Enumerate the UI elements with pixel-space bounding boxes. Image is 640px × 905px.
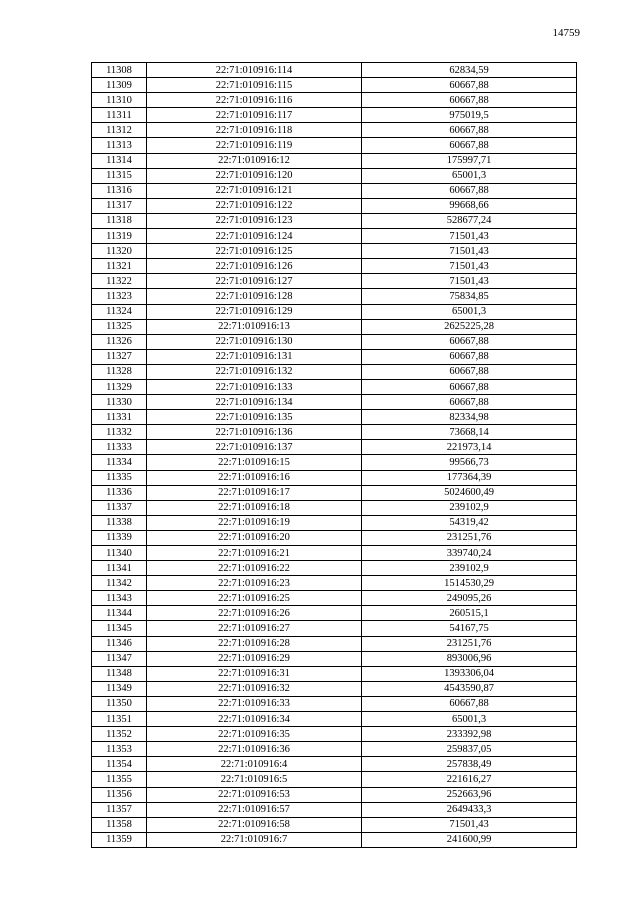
row-number-cell: 11333: [92, 440, 147, 455]
row-number-cell: 11350: [92, 696, 147, 711]
table-row: [92, 229, 577, 244]
cadastral-number-cell: 22:71:010916:15: [147, 455, 362, 470]
value-cell: 2625225,28: [362, 319, 577, 334]
cadastral-number-cell: 22:71:010916:22: [147, 561, 362, 576]
cadastral-number-cell: 22:71:010916:4: [147, 757, 362, 772]
table-row: [92, 727, 577, 742]
cadastral-number-cell: 22:71:010916:31: [147, 666, 362, 681]
table-row: [92, 93, 577, 108]
cadastral-number-cell: 22:71:010916:7: [147, 832, 362, 847]
table-row: [92, 274, 577, 289]
cadastral-number-cell: 22:71:010916:132: [147, 364, 362, 379]
table-row: [92, 153, 577, 168]
row-number-cell: 11345: [92, 621, 147, 636]
table-row: [92, 817, 577, 832]
cadastral-number-cell: 22:71:010916:137: [147, 440, 362, 455]
cadastral-number-cell: 22:71:010916:125: [147, 244, 362, 259]
cadastral-number-cell: 22:71:010916:34: [147, 712, 362, 727]
cadastral-number-cell: 22:71:010916:18: [147, 500, 362, 515]
table-row: [92, 304, 577, 319]
cadastral-number-cell: 22:71:010916:134: [147, 395, 362, 410]
table-row: [92, 651, 577, 666]
row-number-cell: 11332: [92, 425, 147, 440]
table-row: [92, 772, 577, 787]
value-cell: 259837,05: [362, 742, 577, 757]
table-row: [92, 742, 577, 757]
table-row: [92, 63, 577, 78]
row-number-cell: 11318: [92, 213, 147, 228]
row-number-cell: 11336: [92, 485, 147, 500]
value-cell: 54319,42: [362, 515, 577, 530]
cadastral-number-cell: 22:71:010916:129: [147, 304, 362, 319]
table-row: [92, 168, 577, 183]
cadastral-number-cell: 22:71:010916:133: [147, 379, 362, 394]
value-cell: 5024600,49: [362, 485, 577, 500]
value-cell: 60667,88: [362, 364, 577, 379]
cadastral-number-cell: 22:71:010916:58: [147, 817, 362, 832]
table-row: [92, 78, 577, 93]
table-row: [92, 213, 577, 228]
value-cell: 1393306,04: [362, 666, 577, 681]
cadastral-number-cell: 22:71:010916:126: [147, 259, 362, 274]
row-number-cell: 11328: [92, 364, 147, 379]
table-row: [92, 757, 577, 772]
value-cell: 65001,3: [362, 168, 577, 183]
cadastral-number-cell: 22:71:010916:57: [147, 802, 362, 817]
cadastral-number-cell: 22:71:010916:114: [147, 63, 362, 78]
table-row: [92, 244, 577, 259]
table-row: [92, 259, 577, 274]
table-row: [92, 696, 577, 711]
table-row: [92, 621, 577, 636]
table-row: [92, 485, 577, 500]
cadastral-number-cell: 22:71:010916:117: [147, 108, 362, 123]
table-row: [92, 802, 577, 817]
cadastral-number-cell: 22:71:010916:120: [147, 168, 362, 183]
value-cell: 60667,88: [362, 349, 577, 364]
value-cell: 71501,43: [362, 229, 577, 244]
value-cell: 71501,43: [362, 259, 577, 274]
table-row: [92, 123, 577, 138]
row-number-cell: 11314: [92, 153, 147, 168]
cadastral-number-cell: 22:71:010916:19: [147, 515, 362, 530]
cadastral-number-cell: 22:71:010916:29: [147, 651, 362, 666]
cadastral-number-cell: 22:71:010916:136: [147, 425, 362, 440]
row-number-cell: 11358: [92, 817, 147, 832]
cadastral-number-cell: 22:71:010916:20: [147, 530, 362, 545]
row-number-cell: 11312: [92, 123, 147, 138]
table-row: [92, 606, 577, 621]
cadastral-number-cell: 22:71:010916:130: [147, 334, 362, 349]
row-number-cell: 11322: [92, 274, 147, 289]
cadastral-number-cell: 22:71:010916:25: [147, 591, 362, 606]
table-row: [92, 138, 577, 153]
value-cell: 60667,88: [362, 334, 577, 349]
cadastral-number-cell: 22:71:010916:115: [147, 78, 362, 93]
row-number-cell: 11359: [92, 832, 147, 847]
table-row: [92, 515, 577, 530]
row-number-cell: 11335: [92, 470, 147, 485]
value-cell: 60667,88: [362, 138, 577, 153]
table-row: [92, 666, 577, 681]
row-number-cell: 11334: [92, 455, 147, 470]
row-number-cell: 11316: [92, 183, 147, 198]
cadastral-number-cell: 22:71:010916:27: [147, 621, 362, 636]
cadastral-number-cell: 22:71:010916:28: [147, 636, 362, 651]
value-cell: 249095,26: [362, 591, 577, 606]
value-cell: 221973,14: [362, 440, 577, 455]
cadastral-number-cell: 22:71:010916:123: [147, 213, 362, 228]
table-row: [92, 319, 577, 334]
table-row: [92, 681, 577, 696]
value-cell: 2649433,3: [362, 802, 577, 817]
row-number-cell: 11355: [92, 772, 147, 787]
row-number-cell: 11353: [92, 742, 147, 757]
value-cell: 260515,1: [362, 606, 577, 621]
row-number-cell: 11339: [92, 530, 147, 545]
table-row: [92, 455, 577, 470]
row-number-cell: 11348: [92, 666, 147, 681]
table-row: [92, 576, 577, 591]
table-row: [92, 198, 577, 213]
value-cell: 339740,24: [362, 546, 577, 561]
cadastral-number-cell: 22:71:010916:5: [147, 772, 362, 787]
row-number-cell: 11331: [92, 410, 147, 425]
value-cell: 241600,99: [362, 832, 577, 847]
value-cell: 99668,66: [362, 198, 577, 213]
row-number-cell: 11319: [92, 229, 147, 244]
cadastral-number-cell: 22:71:010916:121: [147, 183, 362, 198]
value-cell: 75834,85: [362, 289, 577, 304]
table-row: [92, 440, 577, 455]
row-number-cell: 11321: [92, 259, 147, 274]
row-number-cell: 11330: [92, 395, 147, 410]
table-row: [92, 546, 577, 561]
value-cell: 60667,88: [362, 379, 577, 394]
value-cell: 893006,96: [362, 651, 577, 666]
table-row: [92, 425, 577, 440]
table-row: [92, 470, 577, 485]
value-cell: 252663,96: [362, 787, 577, 802]
cadastral-number-cell: 22:71:010916:131: [147, 349, 362, 364]
row-number-cell: 11315: [92, 168, 147, 183]
row-number-cell: 11325: [92, 319, 147, 334]
value-cell: 975019,5: [362, 108, 577, 123]
row-number-cell: 11309: [92, 78, 147, 93]
cadastral-number-cell: 22:71:010916:122: [147, 198, 362, 213]
cadastral-number-cell: 22:71:010916:32: [147, 681, 362, 696]
table-row: [92, 530, 577, 545]
row-number-cell: 11308: [92, 63, 147, 78]
value-cell: 60667,88: [362, 93, 577, 108]
cadastral-number-cell: 22:71:010916:124: [147, 229, 362, 244]
cadastral-number-cell: 22:71:010916:26: [147, 606, 362, 621]
cadastral-number-cell: 22:71:010916:12: [147, 153, 362, 168]
cadastral-number-cell: 22:71:010916:23: [147, 576, 362, 591]
table-row: [92, 787, 577, 802]
cadastral-number-cell: 22:71:010916:127: [147, 274, 362, 289]
cadastral-number-cell: 22:71:010916:13: [147, 319, 362, 334]
row-number-cell: 11344: [92, 606, 147, 621]
row-number-cell: 11320: [92, 244, 147, 259]
table-row: [92, 712, 577, 727]
row-number-cell: 11346: [92, 636, 147, 651]
table-row: [92, 591, 577, 606]
row-number-cell: 11329: [92, 379, 147, 394]
row-number-cell: 11324: [92, 304, 147, 319]
cadastral-number-cell: 22:71:010916:21: [147, 546, 362, 561]
table-row: [92, 636, 577, 651]
value-cell: 257838,49: [362, 757, 577, 772]
row-number-cell: 11338: [92, 515, 147, 530]
value-cell: 65001,3: [362, 304, 577, 319]
table-row: [92, 500, 577, 515]
row-number-cell: 11323: [92, 289, 147, 304]
table-row: [92, 379, 577, 394]
table-row: [92, 183, 577, 198]
row-number-cell: 11357: [92, 802, 147, 817]
value-cell: 239102,9: [362, 500, 577, 515]
table-row: [92, 410, 577, 425]
row-number-cell: 11310: [92, 93, 147, 108]
row-number-cell: 11342: [92, 576, 147, 591]
row-number-cell: 11347: [92, 651, 147, 666]
table-row: [92, 364, 577, 379]
table-row: [92, 334, 577, 349]
table-row: [92, 349, 577, 364]
value-cell: 99566,73: [362, 455, 577, 470]
value-cell: 233392,98: [362, 727, 577, 742]
value-cell: 60667,88: [362, 395, 577, 410]
table-row: [92, 289, 577, 304]
value-cell: 60667,88: [362, 123, 577, 138]
value-cell: 528677,24: [362, 213, 577, 228]
row-number-cell: 11311: [92, 108, 147, 123]
cadastral-number-cell: 22:71:010916:128: [147, 289, 362, 304]
value-cell: 60667,88: [362, 78, 577, 93]
cadastral-number-cell: 22:71:010916:33: [147, 696, 362, 711]
row-number-cell: 11356: [92, 787, 147, 802]
value-cell: 175997,71: [362, 153, 577, 168]
value-cell: 71501,43: [362, 244, 577, 259]
value-cell: 82334,98: [362, 410, 577, 425]
value-cell: 65001,3: [362, 712, 577, 727]
page-number: 14759: [552, 27, 580, 39]
value-cell: 239102,9: [362, 561, 577, 576]
row-number-cell: 11354: [92, 757, 147, 772]
row-number-cell: 11343: [92, 591, 147, 606]
cadastral-number-cell: 22:71:010916:118: [147, 123, 362, 138]
cadastral-number-cell: 22:71:010916:16: [147, 470, 362, 485]
cadastral-number-cell: 22:71:010916:36: [147, 742, 362, 757]
cadastral-number-cell: 22:71:010916:135: [147, 410, 362, 425]
row-number-cell: 11340: [92, 546, 147, 561]
value-cell: 221616,27: [362, 772, 577, 787]
cadastral-number-cell: 22:71:010916:119: [147, 138, 362, 153]
table-row: [92, 561, 577, 576]
row-number-cell: 11313: [92, 138, 147, 153]
row-number-cell: 11352: [92, 727, 147, 742]
row-number-cell: 11326: [92, 334, 147, 349]
value-cell: 71501,43: [362, 817, 577, 832]
value-cell: 60667,88: [362, 696, 577, 711]
row-number-cell: 11341: [92, 561, 147, 576]
row-number-cell: 11337: [92, 500, 147, 515]
value-cell: 4543590,87: [362, 681, 577, 696]
row-number-cell: 11351: [92, 712, 147, 727]
value-cell: 73668,14: [362, 425, 577, 440]
value-cell: 60667,88: [362, 183, 577, 198]
cadastral-value-table: [91, 62, 577, 848]
value-cell: 62834,59: [362, 63, 577, 78]
table-body: [92, 63, 577, 848]
value-cell: 54167,75: [362, 621, 577, 636]
cadastral-number-cell: 22:71:010916:53: [147, 787, 362, 802]
table-row: [92, 395, 577, 410]
cadastral-number-cell: 22:71:010916:17: [147, 485, 362, 500]
table-row: [92, 832, 577, 847]
value-cell: 231251,76: [362, 636, 577, 651]
value-cell: 1514530,29: [362, 576, 577, 591]
row-number-cell: 11349: [92, 681, 147, 696]
row-number-cell: 11327: [92, 349, 147, 364]
row-number-cell: 11317: [92, 198, 147, 213]
table-row: [92, 108, 577, 123]
value-cell: 231251,76: [362, 530, 577, 545]
value-cell: 177364,39: [362, 470, 577, 485]
cadastral-number-cell: 22:71:010916:116: [147, 93, 362, 108]
value-cell: 71501,43: [362, 274, 577, 289]
cadastral-number-cell: 22:71:010916:35: [147, 727, 362, 742]
